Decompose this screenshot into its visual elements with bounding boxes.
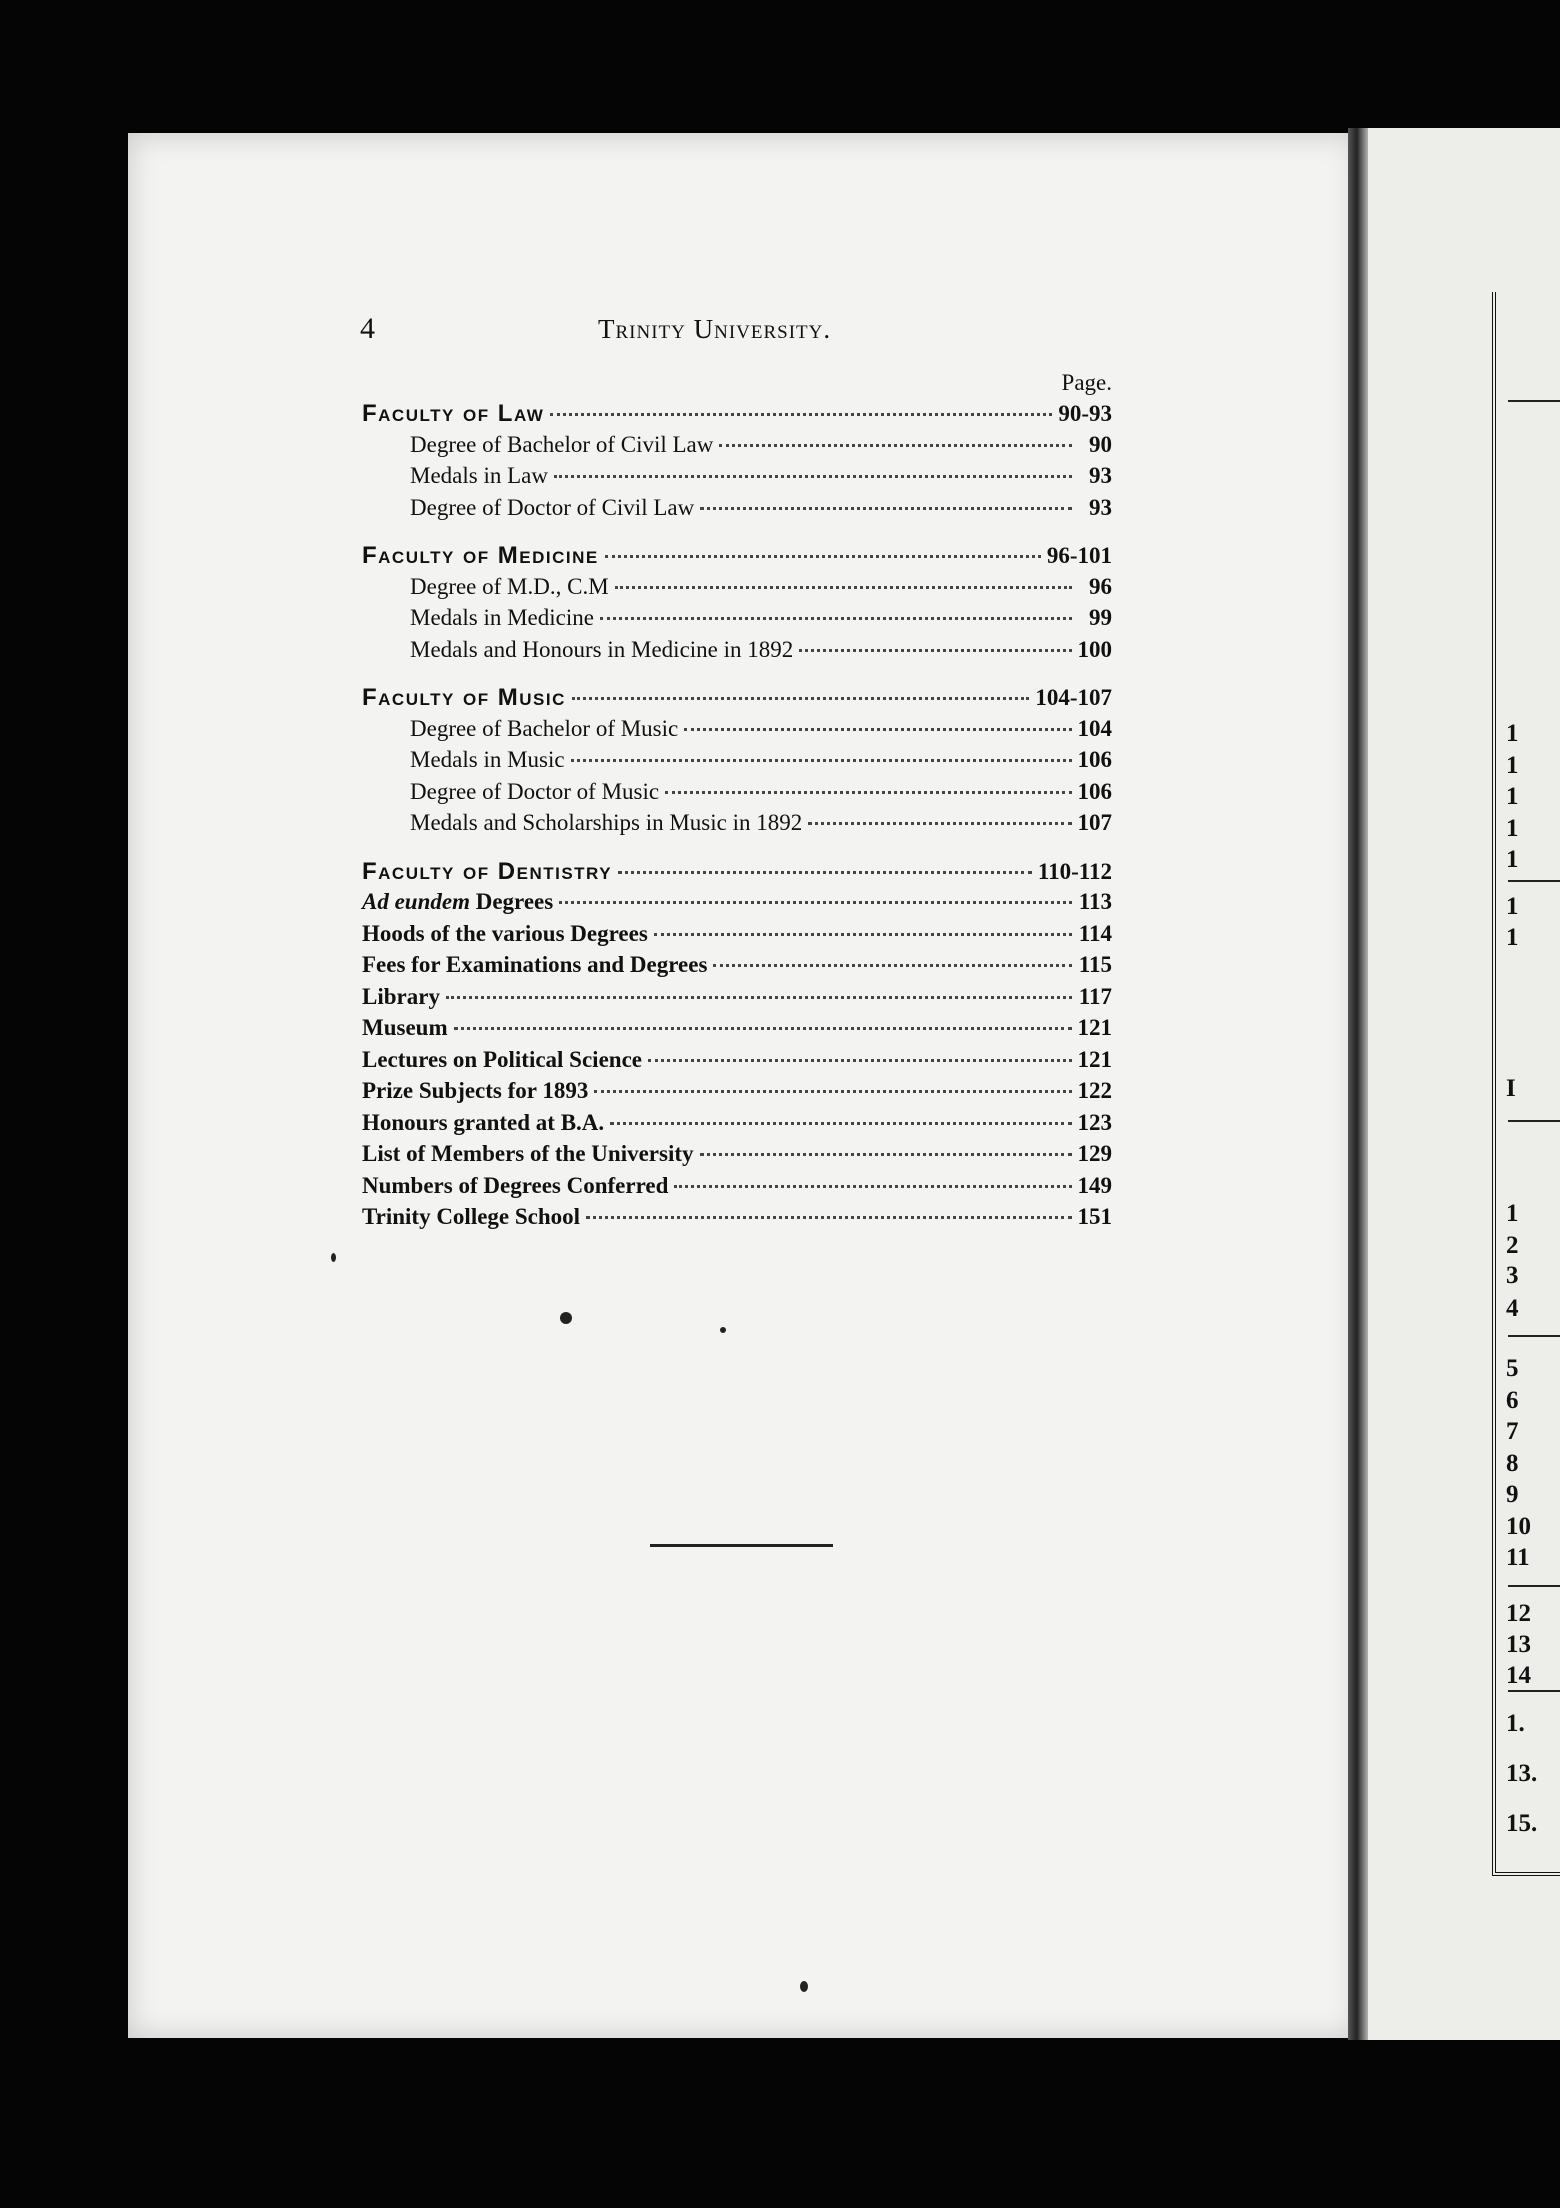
facing-table-rule	[1508, 1120, 1560, 1122]
toc-entry-label: Degree of Bachelor of Civil Law	[410, 431, 714, 457]
toc-entry-label: Medals and Honours in Medicine in 1892	[410, 636, 794, 662]
toc-entry-page: 90-93	[1058, 401, 1112, 426]
toc-entry	[362, 779, 1112, 811]
toc-entry-page: 114	[1078, 920, 1112, 946]
toc-entry-label: Faculty of Dentistry	[362, 857, 613, 885]
dot-leader	[700, 507, 1072, 510]
table-of-contents	[362, 370, 1112, 1236]
toc-entry-page: 93	[1089, 494, 1112, 520]
toc-entry-page: 90	[1089, 431, 1112, 457]
toc-entry-label: Library	[362, 983, 440, 1009]
toc-entry-label: Medals and Scholarships in Music in 1892	[410, 810, 803, 835]
toc-entry-label: Faculty of Medicine	[362, 542, 599, 569]
dot-leader	[713, 964, 1072, 967]
facing-page-fragment: 1	[1506, 893, 1519, 920]
toc-entry-label: Museum	[362, 1015, 448, 1040]
toc-entry-page: 115	[1078, 952, 1112, 977]
ink-speck	[800, 1981, 808, 1992]
facing-table-rule	[1508, 1335, 1560, 1337]
page-number: 4	[360, 312, 375, 345]
toc-entry-label: Ad eundem Degrees	[362, 889, 554, 914]
facing-page-fragment: 1	[1506, 1200, 1519, 1227]
dot-leader	[446, 996, 1072, 999]
section-gap	[362, 842, 1112, 858]
facing-page-fragment: 2	[1506, 1232, 1519, 1259]
dot-leader	[586, 1216, 1071, 1219]
toc-entry	[362, 1173, 1112, 1205]
toc-entry	[362, 1015, 1112, 1047]
toc-entry-label: Prize Subjects for 1893	[362, 1078, 589, 1103]
toc-entry-page: 110-112	[1037, 858, 1112, 884]
toc-entry-page: 96-101	[1046, 543, 1112, 568]
toc-entry	[362, 684, 1112, 716]
facing-page-fragment: 13.	[1506, 1760, 1538, 1787]
dot-leader	[559, 901, 1072, 904]
dot-leader	[618, 871, 1032, 874]
facing-page-fragment: 9	[1506, 1481, 1519, 1508]
dot-leader	[684, 728, 1071, 731]
toc-entry	[362, 1047, 1112, 1079]
dot-leader	[648, 1059, 1072, 1062]
toc-entry-label: Trinity College School	[362, 1204, 581, 1229]
facing-page-fragment: 4	[1506, 1295, 1519, 1322]
facing-page-fragment: 15.	[1506, 1810, 1538, 1837]
dot-leader	[571, 759, 1072, 762]
facing-page-fragment: 1	[1506, 783, 1519, 810]
toc-entry-label: List of Members of the University	[362, 1141, 694, 1166]
facing-table-rule	[1508, 880, 1560, 882]
toc-entry-label: Fees for Examinations and Degrees	[362, 952, 708, 977]
toc-entry-page: 104-107	[1035, 685, 1112, 710]
facing-page-fragment: 12	[1506, 1600, 1531, 1627]
toc-entry-page: 121	[1077, 1015, 1112, 1040]
facing-page-fragment: 10	[1506, 1513, 1531, 1540]
toc-entry	[362, 716, 1112, 748]
toc-entry	[362, 984, 1112, 1016]
toc-entry-label: Hoods of the various Degrees	[362, 920, 648, 946]
facing-page-fragment: 8	[1506, 1450, 1519, 1477]
facing-page-fragment: 14	[1506, 1662, 1531, 1689]
dot-leader	[808, 822, 1071, 825]
section-gap	[362, 668, 1112, 684]
toc-entry-label: Degree of Bachelor of Music	[410, 715, 679, 741]
toc-entry	[362, 889, 1112, 921]
toc-entries	[362, 400, 1112, 1236]
toc-entry-page: 129	[1077, 1141, 1112, 1166]
dot-leader	[454, 1027, 1072, 1030]
toc-entry-page: 100	[1077, 636, 1112, 662]
toc-entry-page: 123	[1077, 1109, 1112, 1135]
toc-entry-page: 151	[1077, 1204, 1112, 1229]
toc-entry	[362, 432, 1112, 464]
facing-page-fragment: 1	[1506, 815, 1519, 842]
ink-speck	[720, 1327, 726, 1333]
book-gutter	[1348, 128, 1370, 2040]
toc-entry	[362, 637, 1112, 669]
toc-entry-page: 106	[1077, 778, 1112, 804]
toc-entry-label: Faculty of Law	[362, 400, 545, 427]
toc-entry-page: 104	[1077, 715, 1112, 741]
section-gap	[362, 526, 1112, 542]
facing-page-fragment: 5	[1506, 1355, 1519, 1382]
toc-entry	[362, 400, 1112, 432]
facing-page-fragment: 1	[1506, 720, 1519, 747]
dot-leader	[719, 444, 1072, 447]
toc-entry-label: Medals in Music	[410, 747, 565, 772]
dot-leader	[799, 649, 1071, 652]
toc-entry	[362, 1141, 1112, 1173]
toc-entry-page: 99	[1089, 605, 1112, 630]
running-title: Trinity University.	[598, 314, 832, 344]
toc-entry-page: 96	[1089, 573, 1112, 599]
dot-leader	[610, 1122, 1071, 1125]
toc-entry-label: Medals in Law	[410, 463, 548, 488]
toc-entry-label: Degree of Doctor of Music	[410, 778, 660, 804]
dot-leader	[654, 933, 1072, 936]
dot-leader	[554, 475, 1072, 478]
facing-page-fragment: 6	[1506, 1387, 1519, 1414]
toc-entry-page: 93	[1089, 463, 1112, 488]
toc-entry	[362, 1110, 1112, 1142]
toc-entry	[362, 921, 1112, 953]
facing-page-fragment: 1	[1506, 752, 1519, 779]
facing-page-fragment: 1.	[1506, 1710, 1525, 1737]
toc-entry	[362, 605, 1112, 637]
page-column-header: Page.	[1061, 370, 1112, 395]
toc-entry-label: Numbers of Degrees Conferred	[362, 1172, 669, 1198]
toc-entry	[362, 463, 1112, 495]
dot-leader	[700, 1153, 1072, 1156]
toc-entry-page: 122	[1077, 1078, 1112, 1103]
dot-leader	[605, 555, 1041, 558]
facing-page-fragment: 11	[1506, 1544, 1530, 1571]
dot-leader	[665, 791, 1071, 794]
facing-table-rule	[1508, 1690, 1560, 1692]
toc-entry-label: Lectures on Political Science	[362, 1046, 642, 1072]
toc-entry-page: 121	[1077, 1046, 1112, 1072]
closing-rule	[650, 1544, 833, 1547]
ink-speck	[331, 1253, 336, 1262]
facing-page-fragment: 1	[1506, 924, 1519, 951]
dot-leader	[572, 697, 1029, 700]
toc-entry-page: 113	[1078, 889, 1112, 914]
toc-entry-label: Faculty of Music	[362, 684, 566, 711]
toc-entry-label: Honours granted at B.A.	[362, 1109, 605, 1135]
toc-entry	[362, 1078, 1112, 1110]
toc-entry-page: 107	[1077, 810, 1112, 835]
toc-entry-label: Degree of Doctor of Civil Law	[410, 494, 695, 520]
dot-leader	[550, 413, 1052, 416]
toc-entry-page: 106	[1077, 747, 1112, 772]
toc-entry	[362, 858, 1112, 890]
dot-leader	[594, 1090, 1071, 1093]
dot-leader	[615, 586, 1072, 589]
toc-entry	[362, 542, 1112, 574]
toc-entry-label: Medals in Medicine	[410, 605, 594, 630]
facing-table-rule	[1508, 400, 1560, 402]
facing-page-fragment: 1	[1506, 846, 1519, 873]
toc-entry-page: 117	[1078, 983, 1112, 1009]
toc-entry	[362, 952, 1112, 984]
facing-page-fragment: I	[1506, 1075, 1516, 1102]
facing-page-fragment: 13	[1506, 1631, 1531, 1658]
toc-entry	[362, 810, 1112, 842]
dot-leader	[600, 617, 1072, 620]
toc-entry-page: 149	[1077, 1172, 1112, 1198]
facing-table-rule	[1508, 1585, 1560, 1587]
dot-leader	[674, 1185, 1071, 1188]
toc-entry	[362, 1204, 1112, 1236]
toc-entry-label: Degree of M.D., C.M	[410, 573, 609, 599]
ink-speck	[560, 1312, 572, 1324]
facing-page-fragment: 7	[1506, 1418, 1519, 1445]
toc-entry	[362, 495, 1112, 527]
toc-entry	[362, 747, 1112, 779]
toc-entry	[362, 574, 1112, 606]
facing-page-fragment: 3	[1506, 1262, 1519, 1289]
